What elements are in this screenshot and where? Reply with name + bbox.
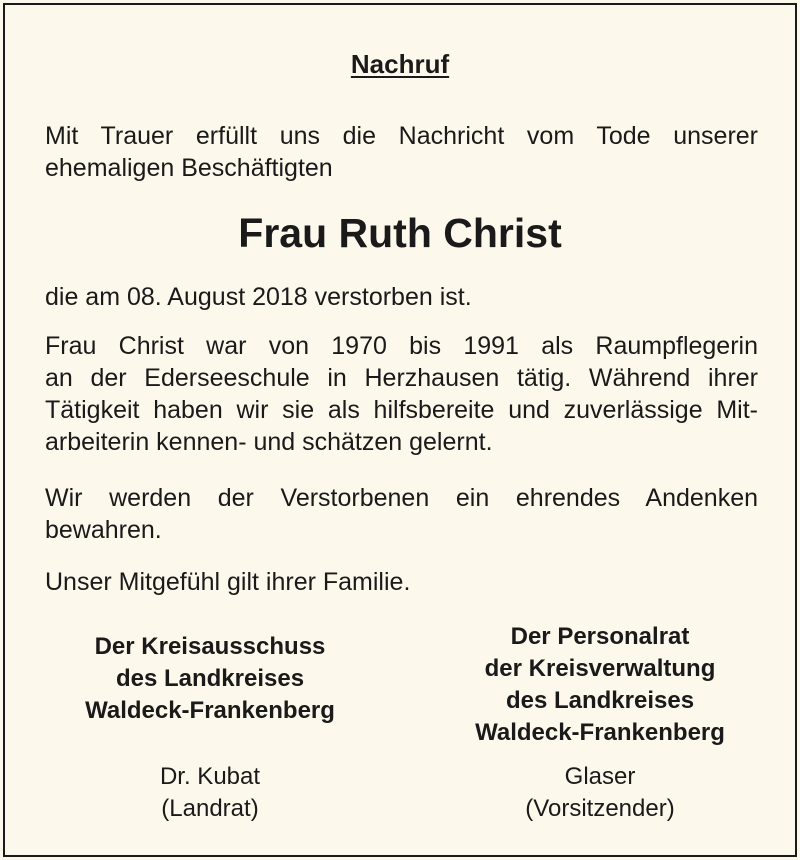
notice-heading: Nachruf [350,49,450,79]
remembrance-paragraph [45,482,758,546]
deceased-name: Frau Ruth Christ [238,210,562,256]
career-line-4: arbeiterin kennen- und schätzen gelernt. [45,428,493,456]
sender-right-line-1: Der Personalrat [510,623,690,650]
signatory-right-role: (Vorsitzender) [525,795,675,822]
sender-left [45,631,375,727]
career-paragraph [45,330,758,458]
signature-right [435,761,765,825]
signatory-right-name: Glaser [564,763,636,790]
death-date-line [45,281,758,313]
signatory-left-role: (Landrat) [161,795,259,822]
condolence-line [45,566,758,598]
death-line-text: die am 08. August 2018 verstorben ist. [45,283,472,311]
intro-line-2: ehemaligen Beschäftigten [45,154,333,182]
career-line-2: an der Ederseeschule in Herzhausen tätig. Während ihrer [45,364,758,392]
sender-right-line-3: des Landkreises [505,687,695,714]
sender-right [435,621,765,749]
intro-paragraph [45,120,758,184]
sender-left-line-2: des Landkreises [115,665,305,692]
remembrance-line-1: Wir werden der Verstorbenen ein ehrendes Andenken [45,484,758,512]
obituary-notice [3,3,797,857]
sender-right-line-2: der Kreisverwaltung [484,655,716,682]
signatory-left-name: Dr. Kubat [159,763,261,790]
career-line-3: Tätigkeit haben wir sie als hilfsbereite und zuverlässige Mit- [45,396,758,424]
sender-left-line-1: Der Kreisausschuss [94,633,326,660]
career-line-1: Frau Christ war von 1970 bis 1991 als Raumpflegerin [45,332,758,360]
condolence-text: Unser Mitgefühl gilt ihrer Familie. [45,568,411,596]
signature-left [45,761,375,825]
sender-left-line-3: Waldeck-Frankenberg [85,697,335,724]
sender-right-line-4: Waldeck-Frankenberg [475,719,725,746]
intro-line-1: Mit Trauer erfüllt uns die Nachricht vom Tode unserer [45,122,758,150]
remembrance-line-2: bewahren. [45,516,162,544]
